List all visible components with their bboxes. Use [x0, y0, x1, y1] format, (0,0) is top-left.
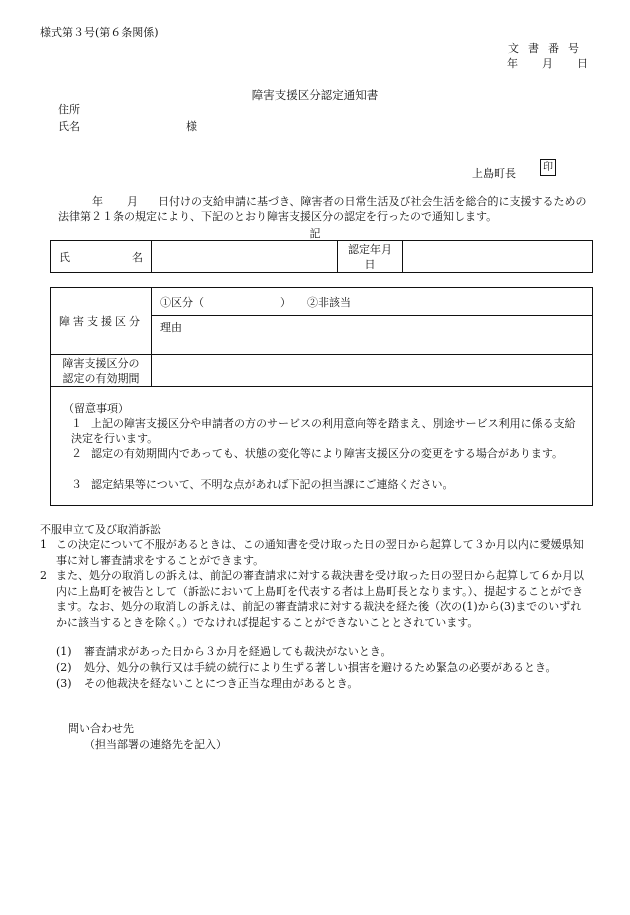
category-options-cell[interactable]: [152, 288, 593, 316]
note-number: １: [71, 417, 82, 430]
address-label: 住所: [58, 103, 80, 116]
note-number: ３: [71, 478, 82, 491]
notes-box: [50, 385, 593, 506]
date-year: 年: [507, 57, 518, 70]
date-day: 日: [577, 57, 588, 70]
document-number-label: 文書番号: [508, 42, 588, 55]
intro-text: 日付けの支給申請に基づき、障害者の日常生活及び社会生活を総合的に支援するための法律第２１条の規定により、下記のとおり障害支援区分の認定を行ったので通知します。: [58, 195, 587, 223]
appeal-sub-text: その他裁決を経ないことにつき正当な理由があるとき。: [84, 677, 359, 690]
option-category[interactable]: ①区分（: [160, 295, 204, 309]
honorific: 様: [186, 120, 197, 133]
issue-date: [483, 55, 588, 71]
appeal-text-2: また、処分の取消しの訴えは、前記の審査請求に対する裁決書を受け取った日の翌日から起算して６か月以内に上島町を被告として（訴訟において上島町を代表する者は上島町長となります。）、提起することができます。なお、処分の取消しの訴えは、前記の審査請求に対する裁決を経た後（次の(1)から(3)までのいずれかに該当するときを除く。）でなければ提起することができないこととされています。: [56, 569, 584, 629]
note-number: ２: [71, 447, 82, 460]
appeal-sub-text: 審査請求があった日から３か月を経過しても裁決がないとき。: [84, 645, 392, 658]
note-text: 認定の有効期間内であっても、状態の変化等により障害支援区分の変更をする場合があります。: [91, 447, 564, 460]
appeal-sub-item: [56, 676, 596, 691]
appeal-sub-item: [56, 644, 596, 659]
intro-year: 年: [92, 195, 103, 208]
notes-heading: （留意事項）: [63, 402, 129, 415]
cert-date-header-b: 日: [364, 257, 376, 271]
page-title: 障害支援区分認定通知書: [251, 88, 379, 102]
reason-cell[interactable]: [152, 316, 593, 355]
option-category-close: ）: [280, 295, 291, 309]
note-text: 上記の障害支援区分や申請者の方のサービスの利用意向等を踏まえ、別途サービス利用に係る支給決定を行います。: [71, 417, 576, 445]
validity-label-a: 障害支援区分の: [62, 356, 140, 370]
category-label: 障害支援区分: [59, 315, 143, 328]
category-header-cell: [51, 288, 152, 355]
name-label: 氏名: [58, 120, 80, 133]
note-text: 認定結果等について、不明な点があれば下記の担当課にご連絡ください。: [91, 478, 454, 491]
contact-label: 問い合わせ先: [68, 722, 134, 735]
validity-value-cell[interactable]: [152, 355, 593, 387]
appeal-paragraph-2: [40, 568, 592, 630]
issuer-mayor: 上島町長: [472, 167, 516, 180]
seal-stamp: 印: [540, 159, 556, 176]
date-month: 月: [542, 57, 553, 70]
appeal-sub-text: 処分、処分の執行又は手続の続行により生ずる著しい損害を避けるため緊急の必要があるとき。: [84, 661, 557, 674]
option-not-applicable[interactable]: ②非該当: [307, 295, 351, 309]
name-value-cell[interactable]: [152, 241, 338, 273]
name-header-cell: [51, 241, 152, 273]
name-header-b: 名: [132, 250, 143, 264]
cert-date-header-a: 認定年月: [348, 242, 392, 256]
note-item: [71, 446, 586, 461]
ki-heading: 記: [309, 227, 321, 240]
reason-label: 理由: [160, 321, 182, 334]
category-table: [50, 287, 593, 387]
appeal-number-1: 1: [40, 538, 47, 551]
contact-note: （担当部署の連絡先を記入）: [84, 738, 227, 751]
validity-label-b: 認定の有効期間: [62, 371, 140, 385]
intro-paragraph: [58, 194, 593, 224]
validity-header-cell: [51, 355, 152, 387]
appeal-paragraph-1: [40, 537, 592, 568]
name-header-a: 氏: [59, 250, 70, 264]
appeal-text-1: この決定について不服があるときは、この通知書を受け取った日の翌日から起算して３か月以内に愛媛県知事に対し審査請求をすることができます。: [56, 538, 584, 567]
note-item: [71, 416, 586, 446]
appeal-sub-number: (1): [56, 645, 72, 658]
appeal-sub-item: [56, 660, 596, 675]
intro-month: 月: [127, 195, 138, 208]
applicant-table: [50, 240, 593, 273]
appeal-number-2: 2: [40, 569, 47, 582]
cert-date-header-cell: [338, 241, 403, 273]
cert-date-value-cell[interactable]: [403, 241, 593, 273]
appeal-title: 不服申立て及び取消訴訟: [40, 523, 161, 536]
form-number: 様式第３号(第６条関係): [40, 26, 159, 39]
appeal-sub-number: (3): [56, 677, 72, 690]
appeal-sub-number: (2): [56, 661, 72, 674]
note-item: [71, 477, 586, 492]
